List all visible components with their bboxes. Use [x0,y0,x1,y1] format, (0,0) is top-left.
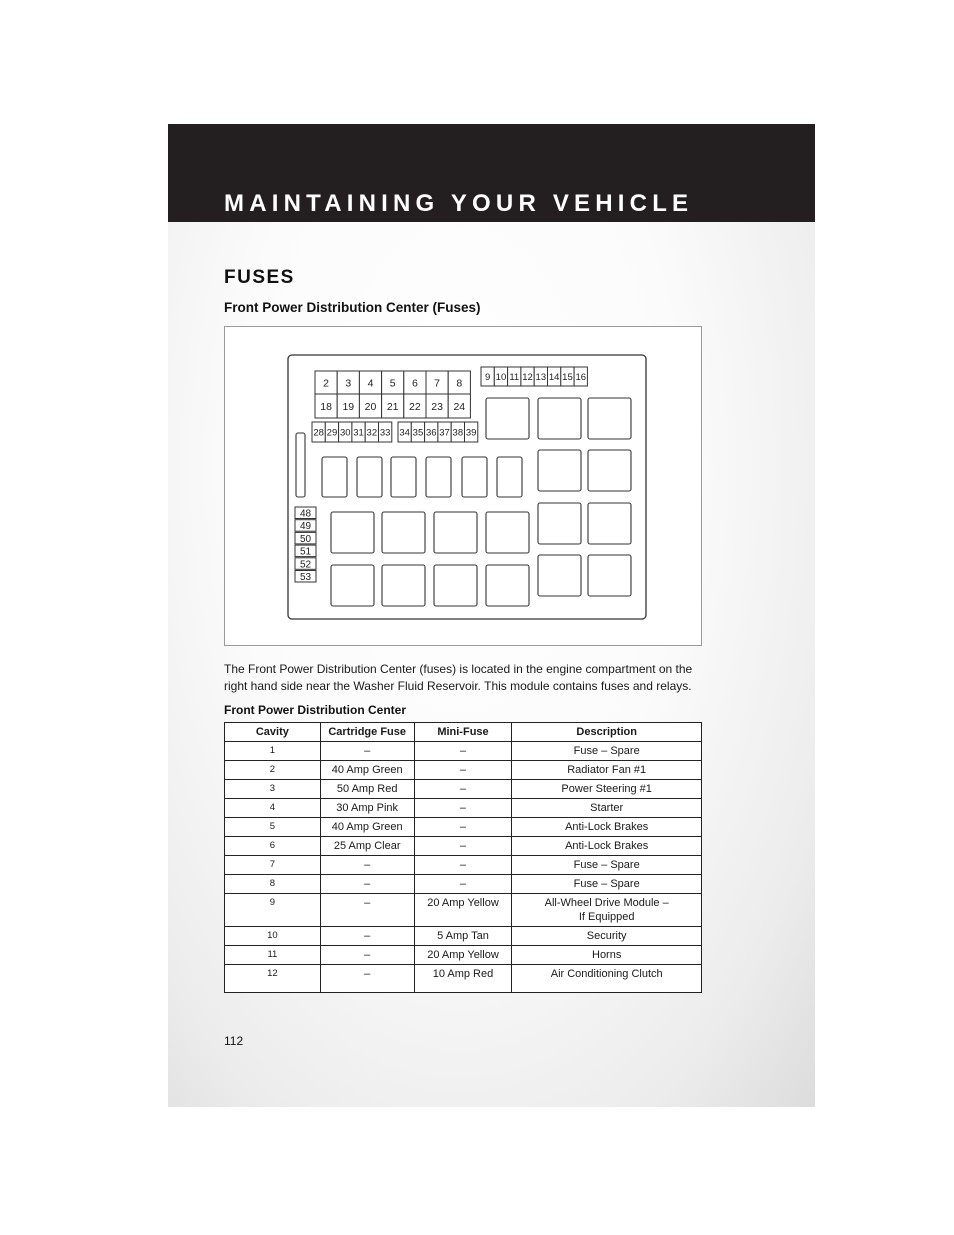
cell-cavity: 11 [225,946,321,965]
relay [391,457,416,497]
relay [538,503,581,544]
page-number: 112 [224,1034,244,1048]
table-caption: Front Power Distribution Center [224,703,407,717]
fuse-cell [352,422,365,442]
fuse-cell [404,371,426,394]
fuse-cell [448,394,470,418]
cell-cartridge: – [320,875,414,894]
fuse-cell [481,367,494,386]
fuse-cell [425,422,438,442]
cell-mini: – [414,856,512,875]
relay-grid-large [331,512,529,606]
fuse-number: 22 [409,400,421,413]
fuse-cell [548,367,561,386]
relay [382,565,425,606]
cell-description: Fuse – Spare [512,875,702,894]
cell-mini: – [414,761,512,780]
table-row [225,927,702,946]
section-title: FUSES [224,267,295,288]
relay [538,555,581,596]
body-paragraph: The Front Power Distribution Center (fuses) is located in the engine compartment on the right hand side near the Washer Fluid Reservoir. This module contains fuses and relays. [224,662,693,693]
cell-cartridge: – [320,894,414,927]
cell-description: Anti-Lock Brakes [512,818,702,837]
fuse-number: 39 [465,427,477,439]
fuse-cell [295,558,316,571]
cell-cartridge: 25 Amp Clear [320,837,414,856]
cell-description: Air Conditioning Clutch [512,965,702,993]
cell-cartridge: – [320,742,414,761]
header-mini-fuse: Mini-Fuse [414,723,512,742]
cell-mini: – [414,818,512,837]
cell-cartridge: 50 Amp Red [320,780,414,799]
table-row [225,965,702,993]
fuse-cell [295,532,316,545]
fuse-number: 8 [456,377,463,390]
fuse-number: 49 [299,521,312,533]
fuse-cell [438,422,451,442]
cell-cavity: 9 [225,894,321,927]
fuse-number: 16 [575,371,587,383]
fuse-cell [312,422,325,442]
fuse-cell [404,394,426,418]
relay [322,457,347,497]
fuse-number: 14 [548,371,560,383]
cell-description: All-Wheel Drive Module – If Equipped [512,894,702,927]
relay [382,512,425,553]
relay [538,398,581,439]
table-row [225,875,702,894]
fuse-cell [398,422,411,442]
fuse-cell [448,371,470,394]
fuse-cell [315,371,337,394]
relay [331,512,374,553]
fuse-cell [359,394,381,418]
cartridge-fuse-row-top [315,371,470,394]
cell-description: Power Steering #1 [512,780,702,799]
table-row [225,818,702,837]
cell-mini: – [414,875,512,894]
fuse-cell [494,367,507,386]
cell-description: Radiator Fan #1 [512,761,702,780]
cell-cartridge: – [320,965,414,993]
fuse-number: 6 [411,377,418,390]
table-row [225,799,702,818]
cell-cavity: 1 [225,742,321,761]
cell-mini: – [414,780,512,799]
fuse-number: 48 [299,508,312,520]
side-fuse-column [295,507,316,583]
cell-mini: – [414,799,512,818]
cell-description: Anti-Lock Brakes [512,837,702,856]
header-description: Description [512,723,702,742]
fuse-number: 33 [379,427,391,439]
relay [538,450,581,491]
fuse-number: 23 [431,400,443,413]
fuse-cell [574,367,587,386]
fuse-number: 18 [320,400,332,413]
fuse-number: 12 [522,371,533,383]
cell-cavity: 5 [225,818,321,837]
fuse-number: 52 [299,559,312,571]
fuse-cell [339,422,352,442]
fuse-cell [411,422,424,442]
fuse-cell [379,422,392,442]
cell-mini: 20 Amp Yellow [414,946,512,965]
cell-cavity: 2 [225,761,321,780]
cell-cavity: 6 [225,837,321,856]
fuse-box-diagram [224,326,702,646]
cell-cavity: 3 [225,780,321,799]
fuse-cell [534,367,547,386]
fuse-cell [508,367,521,386]
relay [357,457,382,497]
fuse-number: 24 [453,400,466,413]
fuse-cell [365,422,378,442]
fuse-cell [451,422,464,442]
fuse-number: 29 [326,427,338,439]
fuse-number: 10 [495,371,507,383]
cell-mini: 5 Amp Tan [414,927,512,946]
fuse-cell [337,394,359,418]
relay [331,565,374,606]
cell-cavity: 8 [225,875,321,894]
fuse-cell [426,394,448,418]
vertical-slot [296,433,305,497]
fuse-number: 3 [345,377,352,390]
fuse-number: 34 [399,427,410,439]
fuse-number: 15 [562,371,573,383]
cell-cavity: 10 [225,927,321,946]
relay [434,512,477,553]
relay [588,398,631,439]
subsection-title: Front Power Distribution Center (Fuses) [224,300,481,315]
header-cartridge-fuse: Cartridge Fuse [320,723,414,742]
table-row [225,780,702,799]
cell-cavity: 7 [225,856,321,875]
relay [462,457,487,497]
fuse-number: 35 [412,427,424,439]
table-row [225,742,702,761]
fuse-cell [359,371,381,394]
table-row [225,761,702,780]
fuse-number: 50 [299,533,312,545]
relay [497,457,522,497]
mini-fuse-row-left [312,422,392,442]
cell-cartridge: – [320,856,414,875]
cell-mini: – [414,837,512,856]
mini-fuse-row-top [481,367,587,386]
cell-cartridge: 40 Amp Green [320,761,414,780]
chapter-title: MAINTAINING YOUR VEHICLE [224,190,694,217]
mini-fuse-row-right [398,422,478,442]
table-row [225,946,702,965]
fuse-cell [295,520,316,533]
table-row [225,856,702,875]
fuse-cell [465,422,478,442]
fuse-number: 37 [439,427,450,439]
cell-mini: 10 Amp Red [414,965,512,993]
fuse-number: 7 [434,377,441,390]
fuse-number: 32 [366,427,378,439]
fuse-number: 11 [509,371,520,383]
relay [588,555,631,596]
relay-row-small [322,457,522,497]
relay [588,503,631,544]
fuse-number: 2 [323,377,330,390]
fuse-number: 53 [299,572,312,583]
relay [486,512,529,553]
cell-mini: – [414,742,512,761]
fuse-number: 28 [313,427,324,439]
fuse-number: 13 [535,371,547,383]
fuse-number: 21 [386,400,399,413]
cell-description: Horns [512,946,702,965]
fuse-cell [426,371,448,394]
cell-description: Starter [512,799,702,818]
fuse-cell [295,545,316,558]
fuse-number: 31 [353,427,364,439]
header-cavity: Cavity [225,723,321,742]
cell-description: Fuse – Spare [512,742,702,761]
cell-cartridge: – [320,946,414,965]
relay [434,565,477,606]
cell-cavity: 4 [225,799,321,818]
cell-cartridge: 40 Amp Green [320,818,414,837]
table-row [225,894,702,927]
relay [426,457,451,497]
cartridge-fuse-row-second [315,394,470,418]
fuse-number: 30 [339,427,351,439]
relay [486,565,529,606]
relay [486,398,529,439]
fuse-cell [315,394,337,418]
fuse-cell [382,371,404,394]
fuse-cell [382,394,404,418]
relay [588,450,631,491]
cell-cartridge: 30 Amp Pink [320,799,414,818]
fuse-number: 20 [364,400,377,413]
fuse-cell [325,422,338,442]
cell-cartridge: – [320,927,414,946]
fuse-cell [295,507,316,520]
fuse-number: 4 [367,377,374,390]
table-row [225,837,702,856]
fuse-number: 9 [485,371,491,383]
cell-description: Security [512,927,702,946]
fuse-number: 19 [342,400,355,413]
fuse-cell [521,367,534,386]
fuse-table [224,722,702,993]
cell-mini: 20 Amp Yellow [414,894,512,927]
fuse-cell [295,571,316,584]
fuse-number: 36 [425,427,437,439]
fuse-cell [561,367,574,386]
cell-description: Fuse – Spare [512,856,702,875]
cell-cavity: 12 [225,965,321,993]
fuse-number: 5 [389,377,396,390]
fuse-cell [337,371,359,394]
fuse-number: 51 [299,546,312,558]
fuse-number: 38 [452,427,464,439]
table-header-row [225,723,702,742]
fuse-box-svg [225,327,701,645]
